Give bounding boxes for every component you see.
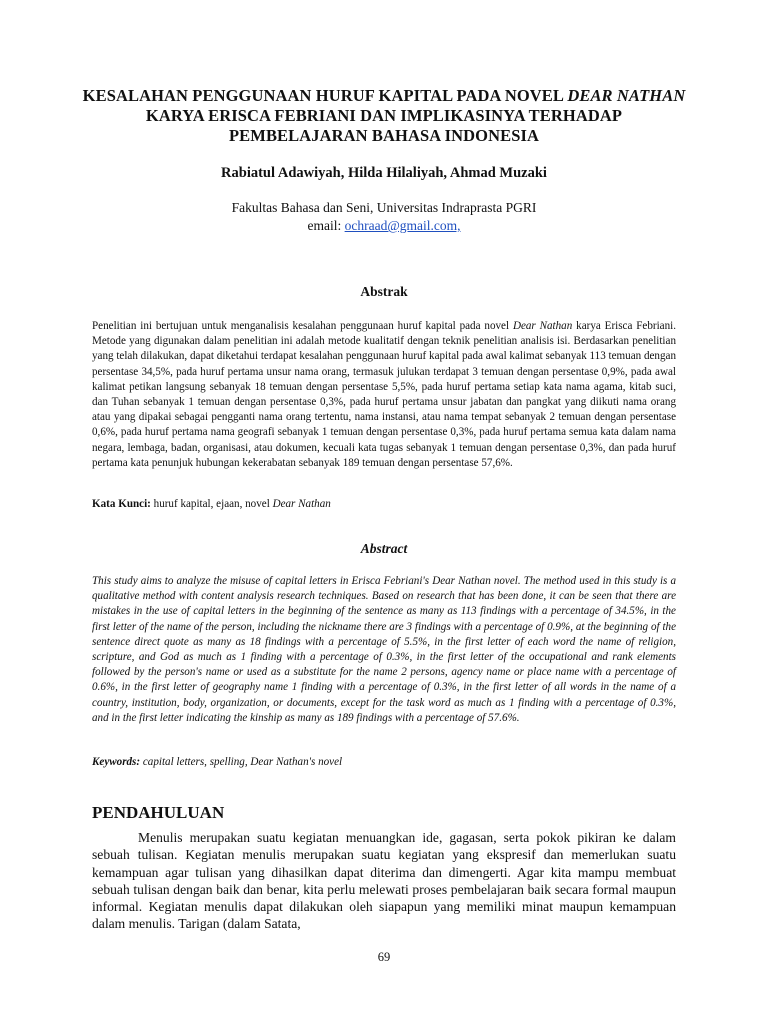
section-heading: PENDAHULUAN xyxy=(92,803,225,822)
paragraph-text: Menulis merupakan suatu kegiatan menuangkan ide, gagasan, serta pokok pikiran ke dalam sebuah tulisan. Kegiatan menulis merupakan suatu kegiatan yang ekspresif dan memerlukan suatu kemampuan agar tulisan yang dihasilkan dapat diterima dan dimengerti. Agar kita mampu membuat sebuah tulisan dengan baik dan benar, kita perlu melewati proses pembelajaran baik secara formal maupun informal. Kegiatan menulis dapat dilakukan oleh siapapun yang memiliki minat maupun kemampuan dalam menulis. Tarigan (dalam Satata, xyxy=(92,830,676,932)
title-novel-name: DEAR NATHAN xyxy=(567,86,686,105)
abstrak-text-part-2: karya Erisca Febriani. Metode yang digunakan dalam penelitian ini adalah metode kualitatif dengan teknik penelitian analisis isi. Berdasarkan penelitian yang telah dilakukan, dapat diketahui terdapat kesalahan penggunaan huruf kapital pada awal kalimat sebanyak 113 temuan dengan persentase 34,5%, pada huruf pertama unsur nama orang, termasuk julukan terdapat 3 temuan dengan persentase 0,9%, pada awal kalimat petikan langsung sebanyak 18 temuan dengan persentase 5,5%, pada huruf pertama setiap kata nama agama, kitab suci, dan Tuhan sebanyak 1 temuan dengan persentase 0,3%, pada huruf pertama unsur jabatan dan pangkat yang diikuti nama orang atau yang dipakai sebagai pengganti nama orang tertentu, nama instansi, atau nama tempat sebanyak 2 temuan dengan persentase 0,6%, pada huruf pertama nama geografi sebanyak 1 temuan dengan persentase 0,3%, pada huruf pertama semua kata dalam nama negara, lembaga, badan, organisasi, atau dokumen, kecuali kata tugas sebanyak 1 temuan dengan persentase 0,3%, dan pada huruf pertama kata penunjuk hubungan kekerabatan sebanyak 189 temuan dengan persentase 57,6%. xyxy=(92,320,677,469)
body-paragraph xyxy=(92,829,676,933)
abstract-heading: Abstract xyxy=(360,541,408,556)
kata-kunci-label: Kata Kunci: xyxy=(92,498,151,510)
page-number: 69 xyxy=(377,950,391,964)
keywords-values: capital letters, spelling, Dear Nathan's novel xyxy=(140,756,343,768)
affiliation: Fakultas Bahasa dan Seni, Universitas Indraprasta PGRI xyxy=(231,200,537,215)
email-label: email: xyxy=(307,218,345,233)
keywords-label: Keywords: xyxy=(92,756,141,768)
abstract-text: This study aims to analyze the misuse of capital letters in Erisca Febriani's Dear Nathan novel. The method used in this study is a qualitative method with content analysis research techniques. Based on research that has been done, it can be seen that there are mistakes in the use of capital letters in the beginning of the sentence as many as 113 findings with a percentage of 34.5%, in the first letter of the name of the person, including the nickname there are 3 findings with a percentage of 0.9%, at the beginning of the sentence direct quote as many as 18 findings with a percentage of 5.5%, in the first letter of each word the name of religion, scripture, and God as much as 1 finding with a percentage of 0.3%, in the first letter of the occupational and rank elements followed by the person's name or used as a substitute for the name 2 persons, agency name or place name with a percentage of 0.6%, in the first letter of geography name 1 finding with a percentage of 0.3%, in the first letter of all words in the name of a country, institution, body, organization, or documents, except for the task word as much as 1 finding with a percentage of 0.3%, and in the first letter indicating the kinship as many as 189 findings with a percentage of 57.6%. xyxy=(92,575,676,724)
kata-kunci-novel: Dear Nathan xyxy=(272,498,331,510)
keywords xyxy=(92,755,676,770)
title-part-2: KARYA ERISCA FEBRIANI DAN IMPLIKASINYA TERHADAP PEMBELAJARAN BAHASA INDONESIA xyxy=(145,106,623,145)
paper-title xyxy=(80,86,688,146)
email-link[interactable]: ochraad@gmail.com, xyxy=(344,218,461,233)
abstrak-text-part-1: Penelitian ini bertujuan untuk menganalisis kesalahan penggunaan huruf kapital pada novel xyxy=(92,320,513,332)
kata-kunci-values: huruf kapital, ejaan, novel xyxy=(150,498,273,510)
email-line xyxy=(80,217,688,235)
abstrak-text xyxy=(92,319,676,471)
kata-kunci xyxy=(92,497,676,512)
abstrak-novel-name: Dear Nathan xyxy=(512,320,573,332)
author-list: Rabiatul Adawiyah, Hilda Hilaliyah, Ahmad Muzaki xyxy=(221,165,547,181)
title-part-1: KESALAHAN PENGGUNAAN HURUF KAPITAL PADA NOVEL xyxy=(82,86,568,105)
affiliation-block xyxy=(80,199,688,235)
abstrak-heading: Abstrak xyxy=(360,284,408,299)
